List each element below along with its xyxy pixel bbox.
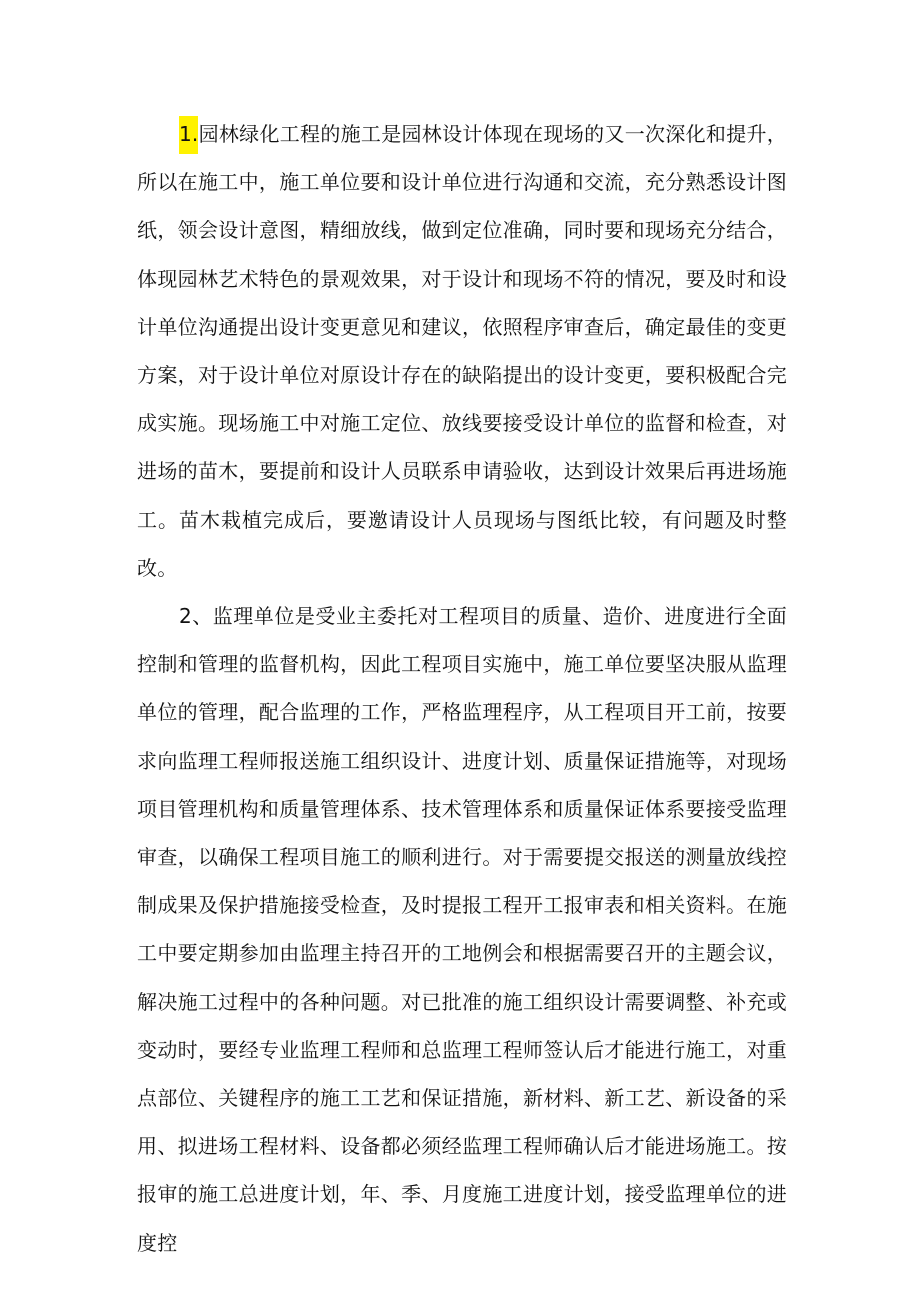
document-body [137,110,787,1267]
paragraph-1-text: 园林绿化工程的施工是园林设计体现在现场的又一次深化和提升，所以在施工中，施工单位要和设计单位进行沟通和交流，充分熟悉设计图纸，领会设计意图，精细放线，做到定位准确，同时要和现场充分结合，体现园林艺术特色的景观效果，对于设计和现场不符的情况，要及时和设计单位沟通提出设计变更意见和建议，依照程序审查后，确定最佳的变更方案，对于设计单位对原设计存在的缺陷提出的设计变更，要积极配合完成实施。现场施工中对施工定位、放线要接受设计单位的监督和检查，对进场的苗木，要提前和设计人员联系申请验收，达到设计效果后再进场施工。苗木栽植完成后，要邀请设计人员现场与图纸比较，有问题及时整改。 [137,122,787,580]
paragraph-2 [137,592,787,1267]
paragraph-1 [137,110,787,592]
paragraph-2-text: 2、监理单位是受业主委托对工程项目的质量、造价、进度进行全面控制和管理的监督机构，因此工程项目实施中，施工单位要坚决服从监理单位的管理，配合监理的工作，严格监理程序，从工程项目开工前，按要求向监理工程师报送施工组织设计、进度计划、质量保证措施等，对现场项目管理机构和质量管理体系、技术管理体系和质量保证体系要接受监理审查，以确保工程项目施工的顺利进行。对于需要提交报送的测量放线控制成果及保护措施接受检查，及时提报工程开工报审表和相关资料。在施工中要定期参加由监理主持召开的工地例会和根据需要召开的主题会议，解决施工过程中的各种问题。对已批准的施工组织设计需要调整、补充或变动时，要经专业监理工程师和总监理工程师签认后才能进行施工，对重点部位、关键程序的施工工艺和保证措施，新材料、新工艺、新设备的采用、拟进场工程材料、设备都必须经监理工程师确认后才能进场施工。按报审的施工总进度计划，年、季、月度施工进度计划，接受监理单位的进度控 [137,604,787,1255]
highlighted-item-number: 1. [179,116,198,154]
